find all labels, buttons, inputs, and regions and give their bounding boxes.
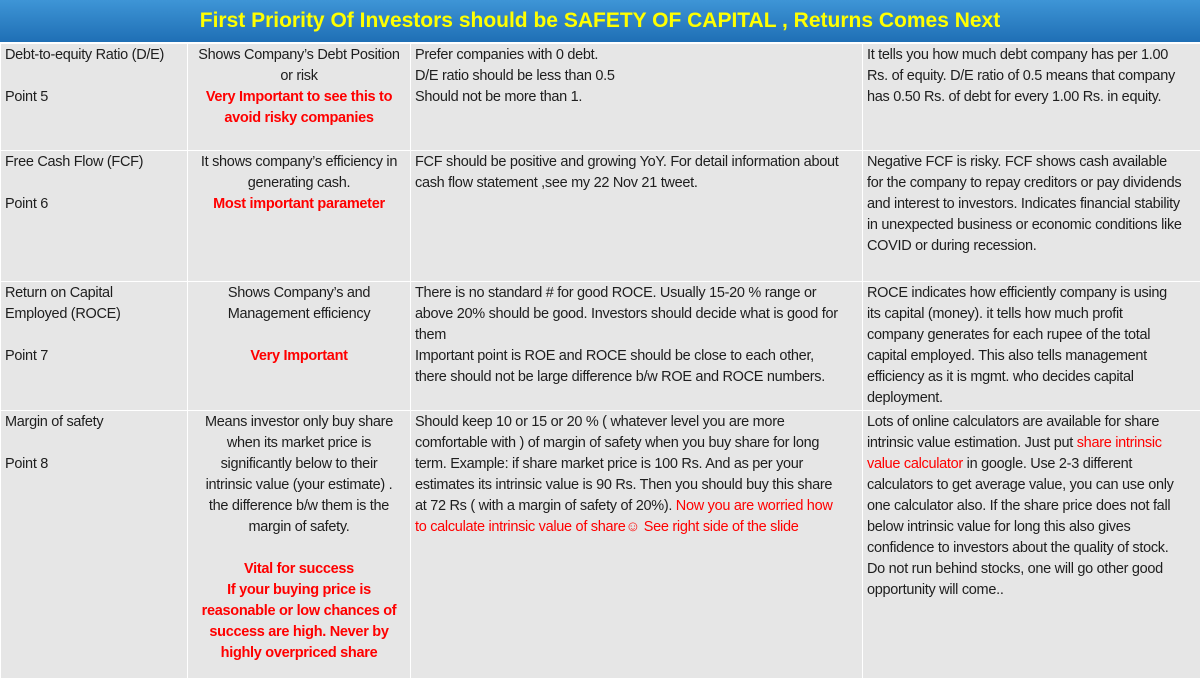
notes-line: deployment.: [867, 388, 1196, 409]
why-line: margin of safety.: [192, 517, 406, 538]
notes-line: below intrinsic value for long this also gives: [867, 517, 1196, 538]
guideline-line: estimates its intrinsic value is 90 Rs. Then you should buy this share: [415, 475, 858, 496]
notes-line: its capital (money). it tells how much profit: [867, 304, 1196, 325]
why-cell: [188, 411, 411, 679]
point-label: Point 5: [5, 87, 183, 108]
why-cell: [188, 151, 411, 282]
why-line: significantly below to their: [192, 454, 406, 475]
notes-line: [867, 454, 1196, 475]
notes-line: has 0.50 Rs. of debt for every 1.00 Rs. in equity.: [867, 87, 1196, 108]
notes-line: opportunity will come..: [867, 580, 1196, 601]
guideline-line: Should not be more than 1.: [415, 87, 858, 108]
notes-line: in unexpected business or economic conditions like: [867, 215, 1196, 236]
guideline-line: term. Example: if share market price is 100 Rs. And as per your: [415, 454, 858, 475]
metric-name: Debt-to-equity Ratio (D/E): [5, 45, 183, 66]
metric-cell: [1, 282, 188, 411]
metric-name: Free Cash Flow (FCF): [5, 152, 183, 173]
metric-name: Return on Capital: [5, 283, 183, 304]
guideline-text: at 72 Rs ( with a margin of safety of 20%).: [415, 498, 672, 514]
guideline-line: above 20% should be good. Investors should decide what is good for: [415, 304, 858, 325]
notes-line: [867, 433, 1196, 454]
notes-line: Rs. of equity. D/E ratio of 0.5 means that company: [867, 66, 1196, 87]
guideline-line: comfortable with ) of margin of safety when you buy share for long: [415, 433, 858, 454]
importance-line: avoid risky companies: [192, 108, 406, 129]
metric-name: Employed (ROCE): [5, 304, 183, 325]
guideline-line: D/E ratio should be less than 0.5: [415, 66, 858, 87]
importance-line: Very Important: [192, 346, 406, 367]
notes-text: in google. Use 2-3 different: [963, 456, 1132, 472]
guideline-line: FCF should be positive and growing YoY. For detail information about: [415, 152, 858, 173]
why-line: Means investor only buy share: [192, 412, 406, 433]
guideline-cell: [411, 44, 863, 151]
point-label: Point 7: [5, 346, 183, 367]
guideline-line: There is no standard # for good ROCE. Usually 15-20 % range or: [415, 283, 858, 304]
metric-name: Margin of safety: [5, 412, 183, 433]
notes-line: efficiency as it is mgmt. who decides capital: [867, 367, 1196, 388]
notes-cell: [863, 44, 1200, 151]
why-line: Shows Company’s and: [192, 283, 406, 304]
guideline-cell: [411, 282, 863, 411]
importance-line: success are high. Never by: [192, 622, 406, 643]
why-line: the difference b/w them is the: [192, 496, 406, 517]
why-line: Management efficiency: [192, 304, 406, 325]
notes-highlight: share intrinsic: [1077, 435, 1162, 451]
point-label: Point 6: [5, 194, 183, 215]
why-line: It shows company’s efficiency in: [192, 152, 406, 173]
guideline-line: Prefer companies with 0 debt.: [415, 45, 858, 66]
guideline-line: [415, 496, 858, 517]
importance-line: highly overpriced share: [192, 643, 406, 664]
notes-line: ROCE indicates how efficiently company is using: [867, 283, 1196, 304]
why-line: Shows Company’s Debt Position: [192, 45, 406, 66]
guideline-line: cash flow statement ,see my 22 Nov 21 tweet.: [415, 173, 858, 194]
notes-cell: [863, 411, 1200, 679]
why-cell: [188, 44, 411, 151]
why-line: when its market price is: [192, 433, 406, 454]
notes-line: capital employed. This also tells management: [867, 346, 1196, 367]
importance-line: If your buying price is: [192, 580, 406, 601]
guideline-line: there should not be large difference b/w ROE and ROCE numbers.: [415, 367, 858, 388]
notes-line: company generates for each rupee of the total: [867, 325, 1196, 346]
notes-line: Lots of online calculators are available for share: [867, 412, 1196, 433]
notes-line: Do not run behind stocks, one will go other good: [867, 559, 1196, 580]
guideline-highlight: to calculate intrinsic value of share☺ See right side of the slide: [415, 517, 858, 538]
metric-cell: [1, 411, 188, 679]
point-label: Point 8: [5, 454, 183, 475]
slide-title: First Priority Of Investors should be SAFETY OF CAPITAL , Returns Comes Next: [0, 0, 1200, 43]
metric-cell: [1, 44, 188, 151]
notes-line: and interest to investors. Indicates financial stability: [867, 194, 1196, 215]
guideline-highlight: Now you are worried how: [672, 498, 832, 514]
notes-line: It tells you how much debt company has per 1.00: [867, 45, 1196, 66]
guideline-line: Important point is ROE and ROCE should be close to each other,: [415, 346, 858, 367]
importance-line: Most important parameter: [192, 194, 406, 215]
notes-line: for the company to repay creditors or pay dividends: [867, 173, 1196, 194]
why-line: or risk: [192, 66, 406, 87]
importance-line: reasonable or low chances of: [192, 601, 406, 622]
metric-cell: [1, 151, 188, 282]
guideline-line: Should keep 10 or 15 or 20 % ( whatever level you are more: [415, 412, 858, 433]
guideline-line: them: [415, 325, 858, 346]
table-row: [1, 282, 1200, 411]
notes-cell: [863, 282, 1200, 411]
notes-line: one calculator also. If the share price does not fall: [867, 496, 1196, 517]
notes-line: COVID or during recession.: [867, 236, 1196, 257]
importance-line: Very Important to see this to: [192, 87, 406, 108]
table-row: [1, 44, 1200, 151]
notes-highlight: value calculator: [867, 456, 963, 472]
why-cell: [188, 282, 411, 411]
guideline-cell: [411, 411, 863, 679]
why-line: generating cash.: [192, 173, 406, 194]
table-row: [1, 411, 1200, 679]
notes-line: Negative FCF is risky. FCF shows cash available: [867, 152, 1196, 173]
why-line: intrinsic value (your estimate) .: [192, 475, 406, 496]
importance-line: Vital for success: [192, 559, 406, 580]
parameters-table: [0, 43, 1200, 679]
notes-text: intrinsic value estimation. Just put: [867, 435, 1077, 451]
notes-line: confidence to investors about the quality of stock.: [867, 538, 1196, 559]
notes-line: calculators to get average value, you can use only: [867, 475, 1196, 496]
table-row: [1, 151, 1200, 282]
guideline-cell: [411, 151, 863, 282]
notes-cell: [863, 151, 1200, 282]
